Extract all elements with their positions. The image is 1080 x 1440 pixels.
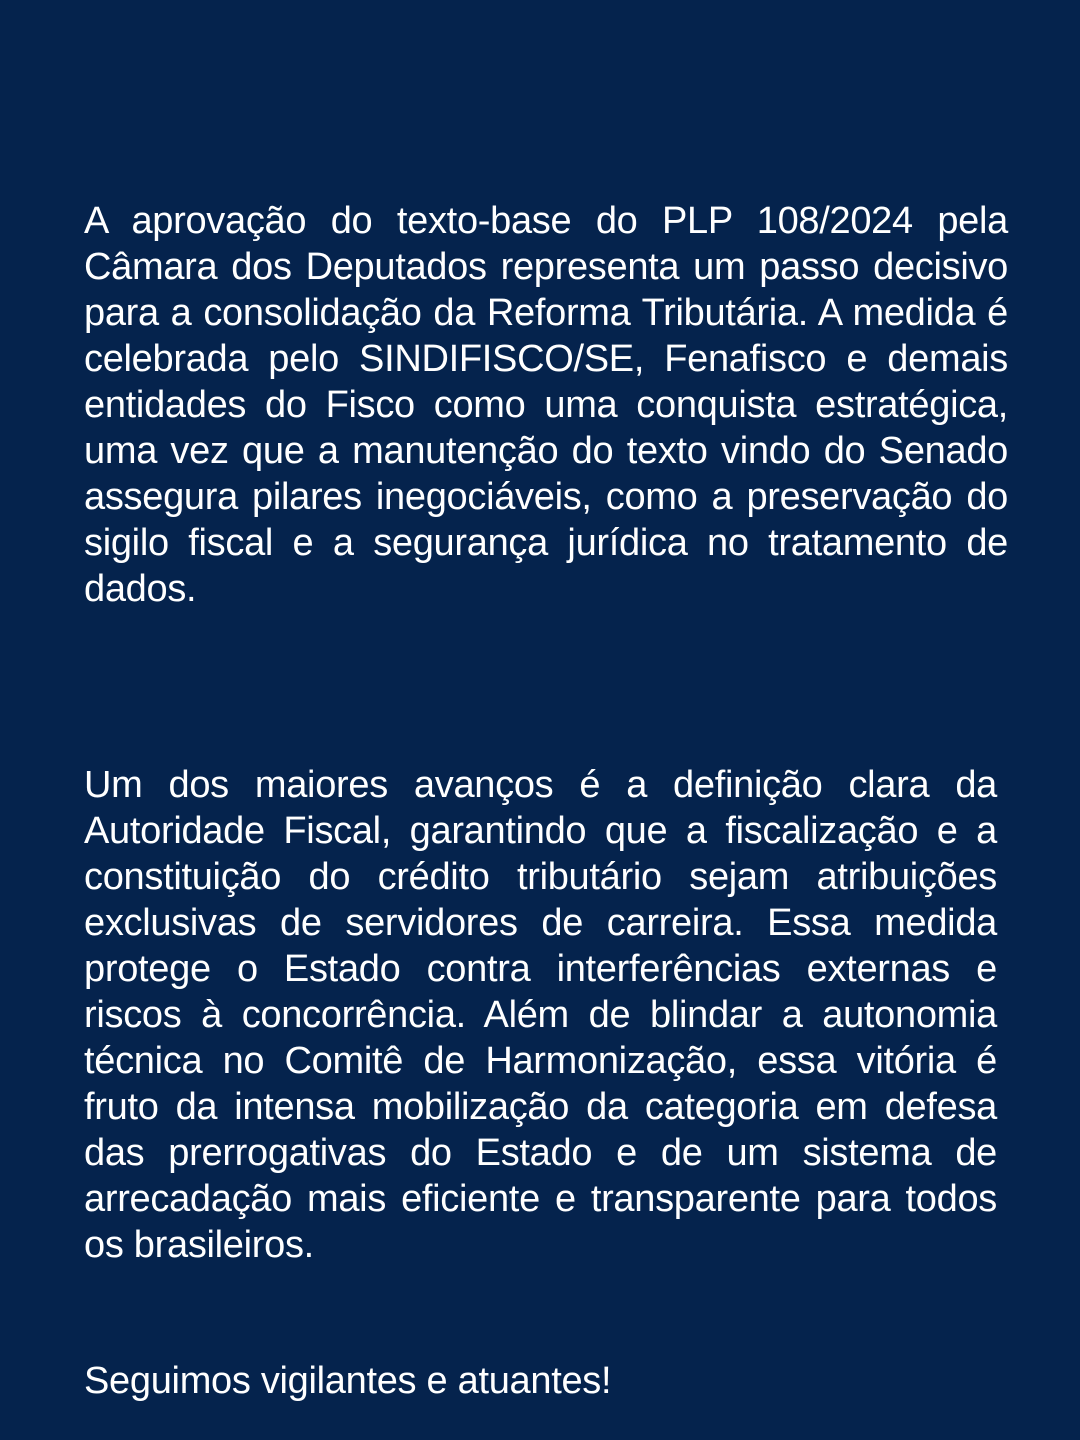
paragraph-plp-approval: A aprovação do texto-base do PLP 108/2024 pela Câmara dos Deputados representa um passo decisivo para a consolidação da Reforma Tributária. A medida é celebrada pelo SINDIFISCO/SE, Fenafisco e demais entidades do Fisco como uma conquista estratégica, uma vez que a manutenção do texto vindo do Senado assegura pilares inegociáveis, como a preservação do sigilo fiscal e a segurança jurídica no tratamento de dados. [84,200,1008,610]
paragraph-fiscal-authority: Um dos maiores avanços é a definição clara da Autoridade Fiscal, garantindo que a fiscalização e a constituição do crédito tributário sejam atribuições exclusivas de servidores de carreira. Essa medida protege o Estado contra interferências externas e riscos à concorrência. Além de blindar a autonomia técnica no Comitê de Harmonização, essa vitória é fruto da intensa mobilização da categoria em defesa das prerrogativas do Estado e de um sistema de arrecadação mais eficiente e transparente para todos os brasileiros. [84,764,997,1266]
paragraph-closing: Seguimos vigilantes e atuantes! [84,1360,612,1402]
